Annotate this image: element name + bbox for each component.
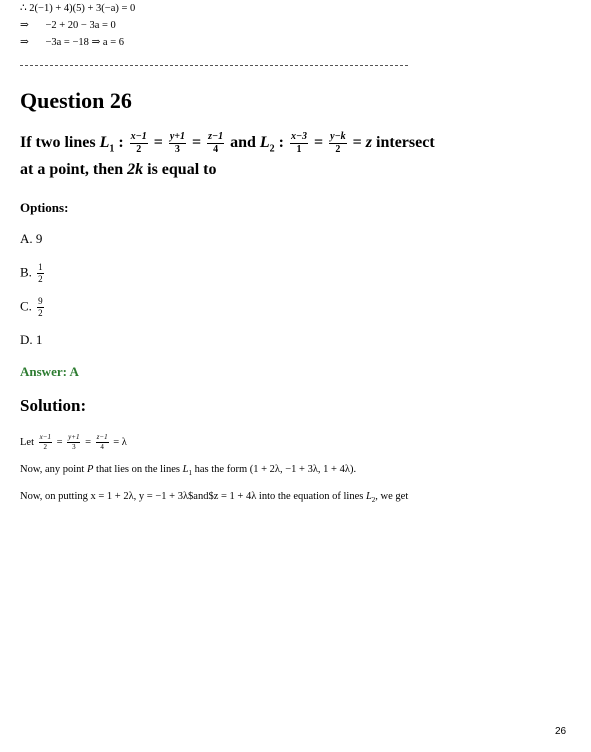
fraction-numerator: z−1: [96, 433, 108, 441]
fraction-numerator: y−k: [330, 131, 346, 142]
option-a: A. 9: [20, 231, 43, 246]
answer-text: Answer: A: [20, 364, 79, 379]
equals-sign: =: [53, 436, 66, 448]
intersect-text: intersect: [372, 134, 435, 152]
prev-step-line-2: [20, 19, 116, 31]
equals-lambda: = λ: [110, 436, 127, 448]
fraction-denominator: 2: [38, 274, 43, 284]
fraction-numerator: 1: [38, 262, 43, 272]
fraction-denominator: 4: [213, 144, 219, 155]
question-text: at a point, then: [20, 161, 128, 178]
fraction: [37, 297, 44, 318]
option-c-prefix: C.: [20, 298, 32, 314]
solution-line-2: [20, 491, 408, 504]
solution-line-1: [20, 464, 356, 477]
option-c: [20, 297, 46, 318]
fraction-denominator: 2: [335, 144, 341, 155]
fraction: [39, 434, 52, 451]
equals-sign: =: [348, 134, 366, 152]
solution-text: , we get: [375, 491, 409, 502]
option-b: [20, 263, 46, 284]
and-text: and: [226, 134, 260, 152]
equals-sign: =: [310, 134, 328, 152]
fraction: [207, 132, 224, 155]
question-text: If two lines: [20, 134, 100, 152]
implies-arrow: ⇒: [20, 37, 29, 48]
question-text-line-2: [20, 161, 216, 179]
equals-sign: =: [82, 436, 94, 448]
colon: :: [114, 134, 128, 152]
options-label: Options:: [20, 200, 69, 215]
fraction: [169, 132, 186, 155]
fraction-denominator: 2: [136, 144, 142, 155]
line-L2-subscript: 2: [371, 496, 376, 505]
variable-z: z: [365, 134, 373, 152]
point-P: P: [86, 464, 94, 475]
fraction: [37, 263, 44, 284]
fraction: [67, 434, 80, 451]
fraction-denominator: 2: [43, 443, 48, 451]
fraction: [329, 132, 347, 155]
solution-text: Now, any point: [20, 464, 87, 475]
fraction-denominator: 3: [72, 443, 76, 451]
fraction-numerator: y+1: [68, 433, 80, 441]
question-text-line-1: [20, 132, 435, 155]
solution-text: into the equation of lines: [256, 491, 366, 502]
fraction-numerator: y+1: [169, 131, 185, 142]
page-number: 26: [555, 726, 567, 737]
colon: :: [274, 134, 288, 152]
fraction: [96, 434, 109, 451]
solution-text: that lies on the lines: [93, 464, 183, 475]
line-L1: L: [182, 464, 189, 475]
fraction-denominator: 2: [38, 308, 43, 318]
fraction-denominator: 3: [174, 144, 180, 155]
implies-arrow: ⇒: [20, 20, 29, 31]
line-L1: L: [99, 134, 110, 152]
line-L1-subscript: 1: [109, 143, 115, 155]
equals-sign: =: [188, 134, 206, 152]
question-text: is equal to: [143, 161, 217, 178]
let-text: Let: [20, 436, 34, 448]
equals-sign: =: [149, 134, 167, 152]
solution-text: has the form (1 + 2λ, −1 + 3λ, 1 + 4λ).: [192, 464, 357, 475]
option-b-prefix: B.: [20, 264, 32, 280]
line-L2: L: [259, 134, 270, 152]
variable-2k: 2k: [127, 161, 144, 178]
option-d: D. 1: [20, 332, 43, 347]
line-L1-subscript: 1: [188, 469, 192, 478]
fraction: [290, 132, 308, 155]
prev-step-line-3-text: −3a = −18 ⇒ a = 6: [45, 37, 124, 48]
question-title: Question 26: [20, 88, 132, 113]
fraction-numerator: 9: [38, 296, 43, 306]
prev-step-line-2-text: −2 + 20 − 3a = 0: [45, 20, 116, 31]
solution-label: Solution:: [20, 396, 87, 415]
prev-step-line-3: [20, 36, 124, 48]
fraction-denominator: 1: [296, 144, 302, 155]
solution-equation: x = 1 + 2λ, y = −1 + 3λ$and$z = 1 + 4λ: [90, 491, 257, 502]
solution-let-line: [20, 434, 127, 451]
line-L2-subscript: 2: [269, 143, 275, 155]
fraction-numerator: x−1: [39, 433, 51, 441]
prev-step-line-1: ∴ 2(−1) + 4)(5) + 3(−a) = 0: [20, 3, 136, 14]
fraction-denominator: 4: [100, 443, 104, 451]
fraction: [130, 132, 148, 155]
section-divider: [20, 65, 408, 66]
line-L2: L: [365, 491, 372, 502]
fraction-numerator: x−1: [130, 131, 147, 142]
fraction-numerator: x−3: [290, 131, 308, 142]
fraction-numerator: z−1: [208, 131, 224, 142]
solution-text: Now, on putting: [20, 491, 91, 502]
